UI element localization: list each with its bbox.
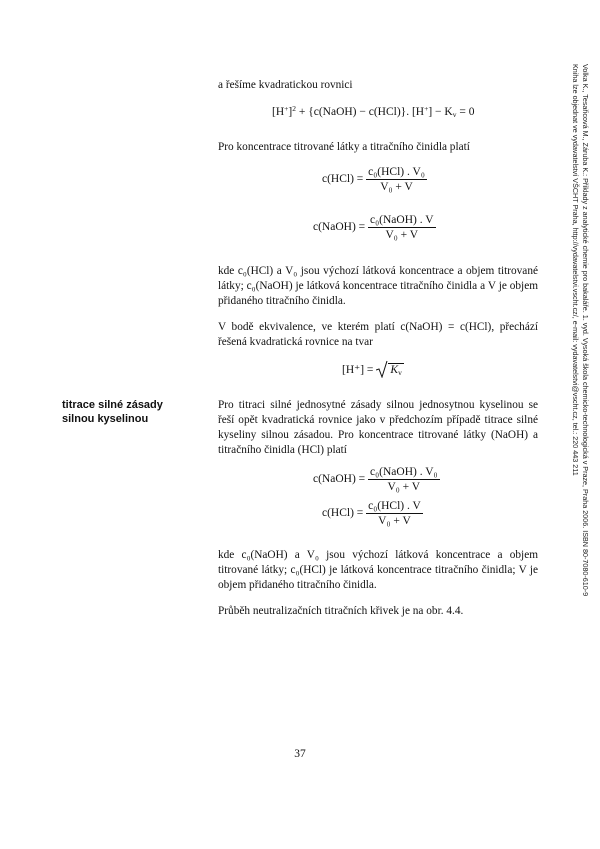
radicand — [388, 363, 403, 377]
page-number: 37 — [294, 748, 306, 760]
fraction-denominator: V₀ + V — [378, 515, 411, 527]
eq1-part: [H — [272, 106, 285, 118]
fraction — [368, 214, 436, 241]
fraction-numerator: c₀(HCl) . V — [368, 500, 421, 512]
paragraph-concentrations: Pro koncentrace titrované látky a titračního činidla platí — [218, 141, 470, 153]
sqrt-icon — [376, 360, 388, 378]
eq1-sub: v — [452, 110, 457, 119]
fraction-numerator: c₀(HCl) . V₀ — [368, 166, 425, 178]
vertical-citation — [538, 64, 598, 664]
quadratic-equation — [272, 104, 474, 119]
fraction-numerator: c₀(NaOH) . V — [370, 214, 434, 226]
eq1-part: ] − K — [428, 106, 453, 118]
fraction-denominator: V₀ + V — [380, 181, 413, 193]
fraction-denominator: V₀ + V — [387, 481, 421, 493]
citation-line: Volka K., Tesařicová M., Záruba K.: Příklady z analytické chemie pro bakaláře. 1. vyd. Vysoká škola chemicko-technologická v Praze, Praha 2006. ISBN 80-7080-610-9 — [581, 64, 590, 597]
fraction — [366, 166, 427, 193]
paragraph-definitions-1: kde c₀(HCl) a V₀ jsou výchozí látková koncentrace a objem titrované látky; c₀(NaOH) je látková koncentrace titračního činidla a V je objem přidaného titračního činidla. — [218, 265, 538, 307]
fraction — [366, 500, 423, 527]
vertical-citation-text — [570, 64, 590, 664]
eq-lhs: c(HCl) = — [322, 507, 364, 520]
fraction — [368, 466, 440, 493]
intro-text: a řešíme kvadratickou rovnici — [218, 79, 353, 91]
paragraph-base-titration: Pro titraci silné jednosytné zásady silnou jednosytnou kyselinou se řeší opět kvadratická rovnice jako v předchozím případě titrace silné kyseliny silnou zásadou. Pro koncentrace titrované látky (NaOH) a titračního činidla (HCl) platí — [218, 399, 538, 456]
eq-lhs: c(NaOH) = — [313, 221, 366, 234]
margin-heading — [62, 398, 202, 426]
radicand-k: K — [390, 363, 399, 376]
citation-line: Kniha lze objednat ve vydavatelství VŠCHT Praha, http://vydavatelstvi.vscht.cz/, e-mail: vydavatelstvi@vscht.cz, tel.: 220 443 211 — [571, 64, 580, 476]
equation-c-naoh — [313, 214, 436, 241]
eq1-sup: + — [284, 104, 289, 113]
equation-sqrt-kv — [342, 360, 404, 378]
eq-lhs: c(NaOH) = — [313, 473, 366, 486]
equation-c-naoh-2 — [313, 466, 440, 493]
fraction-numerator: c₀(NaOH) . V₀ — [370, 466, 438, 478]
eq-lhs: [H⁺] = — [342, 364, 374, 376]
equation-c-hcl — [322, 166, 427, 193]
eq1-sup: + — [424, 104, 429, 113]
eq1-part: ] — [288, 106, 293, 118]
fraction-denominator: V₀ + V — [385, 229, 419, 241]
eq1-part: = 0 — [456, 106, 475, 118]
eq1-part: + {c(NaOH) − c(HCl)}. [H — [295, 106, 425, 118]
margin-heading-line: silnou kyselinou — [62, 413, 149, 425]
eq-lhs: c(HCl) = — [322, 173, 364, 186]
paragraph-equivalence: V bodě ekvivalence, ve kterém platí c(NaOH) = c(HCl), přechází řešená kvadratická rovnice na tvar — [218, 321, 538, 348]
margin-heading-line: titrace silné zásady — [62, 399, 163, 411]
radicand-sub: v — [398, 367, 402, 377]
paragraph-definitions-2: kde c₀(NaOH) a V₀ jsou výchozí látková koncentrace a objem titrované látky; c₀(HCl) je látková koncentrace titračního činidla; V je objem přidaného titračního činidla. — [218, 549, 538, 591]
eq1-sup: 2 — [292, 104, 296, 113]
equation-c-hcl-2 — [322, 500, 423, 527]
paragraph-figure-ref: Průběh neutralizačních titračních křivek je na obr. 4.4. — [218, 605, 464, 617]
